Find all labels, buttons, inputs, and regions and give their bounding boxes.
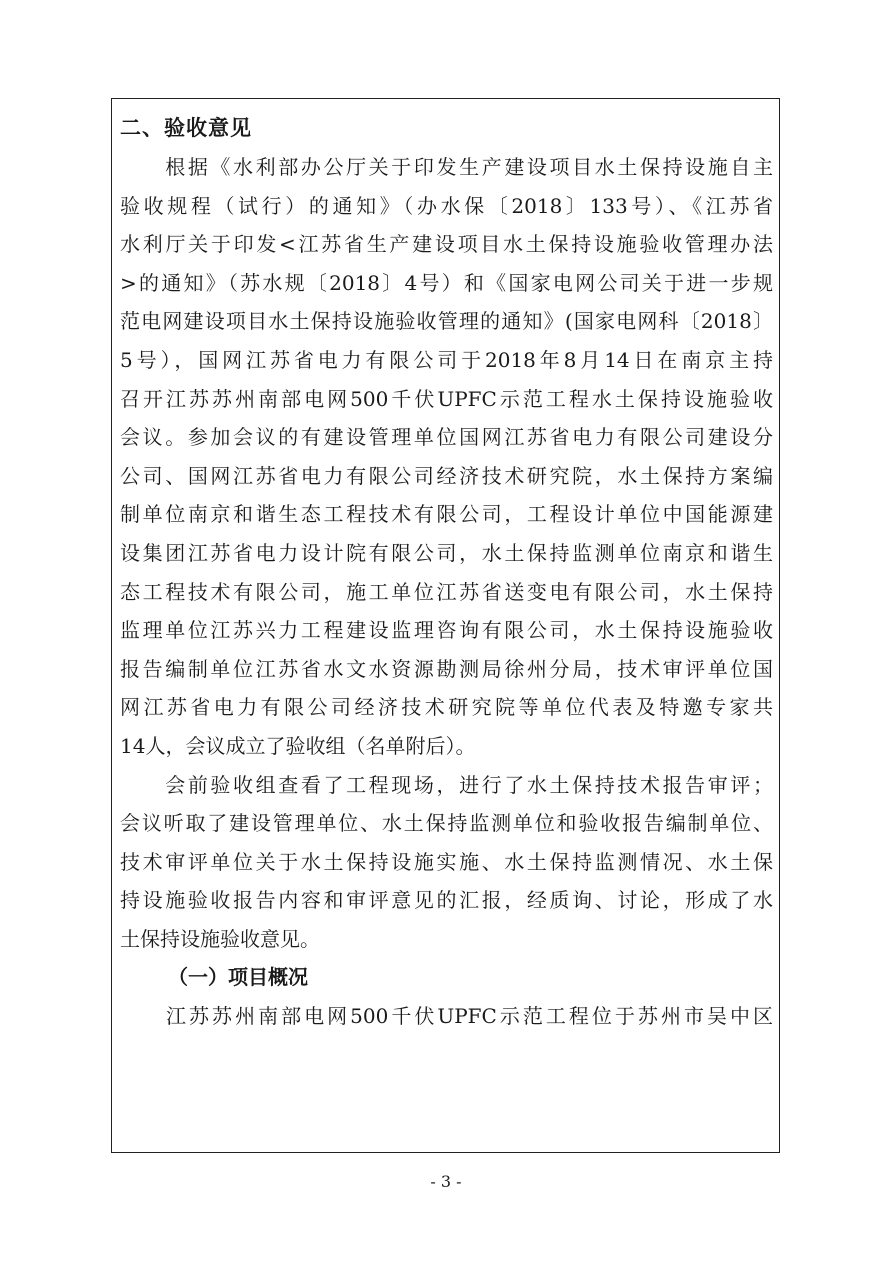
text-line: 设集团江苏省电力设计院有限公司，水土保持监测单位南京和谐生 [120, 540, 773, 565]
text-line: 技术审评单位关于水土保持设施实施、水土保持监测情况、水土保 [120, 849, 773, 874]
page-number: - 3 - [430, 1172, 462, 1191]
paragraph-project-overview [120, 997, 773, 1036]
text-line: 土保持设施验收意见。 [120, 926, 320, 951]
text-line: 验收规程（试行）的通知》（办水保〔2018〕133号）、《江苏省 [120, 193, 773, 218]
content-frame [111, 98, 780, 1153]
text-line: 持设施验收报告内容和审评意见的汇报，经质询、讨论，形成了水 [120, 888, 773, 913]
text-line: 根据《水利部办公厅关于印发生产建设项目水土保持设施自主 [120, 155, 773, 179]
paragraph-acceptance-basis [120, 148, 773, 766]
text-line: 制单位南京和谐生态工程技术有限公司，工程设计单位中国能源建 [120, 502, 773, 527]
text-line: 范电网建设项目水土保持设施验收管理的通知》(国家电网科〔2018〕 [120, 309, 773, 334]
text-line: 态工程技术有限公司，施工单位江苏省送变电有限公司，水土保持 [120, 579, 773, 604]
paragraph-meeting-process [120, 766, 773, 959]
text-line: 网江苏省电力有限公司经济技术研究院等单位代表及特邀专家共 [120, 695, 773, 720]
text-line: 召开江苏苏州南部电网500千伏UPFC示范工程水土保持设施验收 [120, 386, 773, 411]
text-line: 会议听取了建设管理单位、水土保持监测单位和验收报告编制单位、 [120, 811, 773, 836]
subsection-title: （一）项目概况 [168, 965, 308, 990]
text-line: 会前验收组查看了工程现场，进行了水土保持技术报告审评； [120, 772, 773, 797]
text-line: 5号），国网江苏省电力有限公司于2018年8月14日在南京主持 [120, 347, 773, 372]
text-line: 报告编制单位江苏省水文水资源勘测局徐州分局，技术审评单位国 [120, 656, 773, 681]
text-line: 14人，会议成立了验收组（名单附后）。 [120, 733, 476, 758]
text-line: 监理单位江苏兴力工程建设监理咨询有限公司，水土保持设施验收 [120, 618, 773, 643]
text-line: >的通知》（苏水规〔2018〕4号）和《国家电网公司关于进一步规 [120, 270, 773, 295]
document-body [120, 111, 773, 1036]
text-line: 公司、国网江苏省电力有限公司经济技术研究院，水土保持方案编 [120, 463, 773, 488]
text-line: 江苏苏州南部电网500千伏UPFC示范工程位于苏州市吴中区 [120, 1004, 773, 1029]
text-line: 会议。参加会议的有建设管理单位国网江苏省电力有限公司建设分 [120, 425, 773, 450]
section-title: 二、验收意见 [120, 116, 252, 140]
text-line: 水利厅关于印发<江苏省生产建设项目水土保持设施验收管理办法 [120, 232, 773, 257]
